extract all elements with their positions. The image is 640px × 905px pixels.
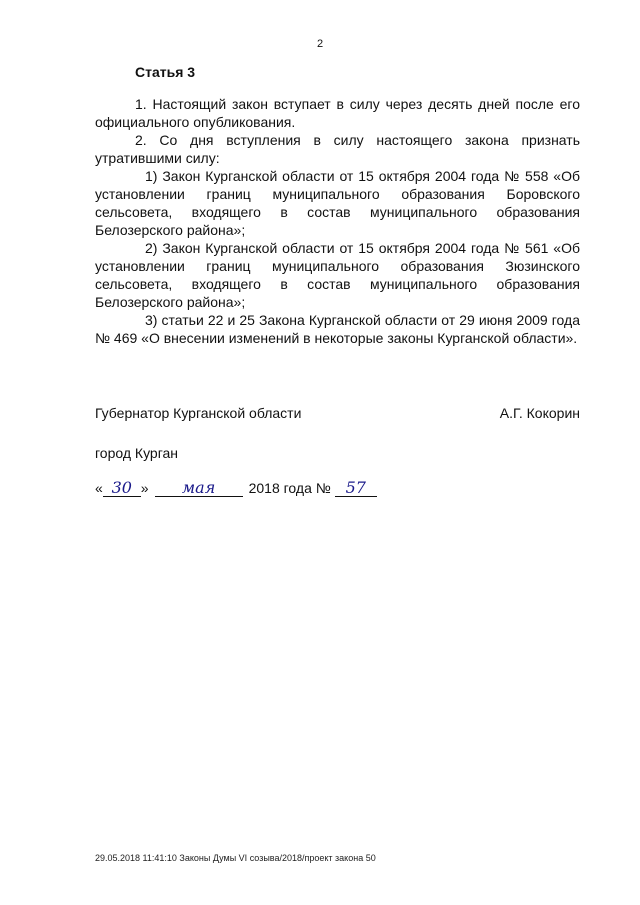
close-quote: » bbox=[140, 480, 149, 496]
paragraph-2: 2. Со дня вступления в силу настоящего закона признать утратившими силу: bbox=[95, 132, 580, 166]
handwritten-day: 30 bbox=[103, 480, 141, 497]
footer-stamp: 29.05.2018 11:41:10 Законы Думы VI созыва/2018/проект закона 50 bbox=[95, 853, 376, 863]
list-item-3: 3) статьи 22 и 25 Закона Курганской области от 29 июня 2009 года № 469 «О внесении изменений в некоторые законы Курганской области». bbox=[95, 312, 580, 346]
article-body bbox=[95, 95, 580, 347]
list-item-2: 2) Закон Курганской области от 15 октября 2004 года № 561 «Об установлении границ муниципального образования Зюзинского сельсовета, входящего в состав муниципального образования Белозерского района»; bbox=[95, 240, 580, 310]
city-line: город Курган bbox=[95, 445, 179, 461]
list-item-1: 1) Закон Курганской области от 15 октября 2004 года № 558 «Об установлении границ муниципального образования Боровского сельсовета, входящего в состав муниципального образования Белозерского района»; bbox=[95, 168, 580, 238]
handwritten-law-number: 57 bbox=[335, 480, 377, 497]
page-number: 2 bbox=[316, 38, 324, 50]
signatory-position: Губернатор Курганской области bbox=[95, 405, 302, 421]
paragraph-1: 1. Настоящий закон вступает в силу через десять дней после его официального опубликования. bbox=[95, 96, 580, 130]
handwritten-month: мая bbox=[155, 480, 243, 497]
article-title: Статья 3 bbox=[135, 64, 196, 80]
signatory-name: А.Г. Кокорин bbox=[499, 405, 580, 421]
date-line bbox=[95, 480, 377, 497]
signature-block bbox=[95, 405, 580, 421]
open-quote: « bbox=[95, 480, 103, 496]
year-text: 2018 года № bbox=[248, 480, 331, 496]
